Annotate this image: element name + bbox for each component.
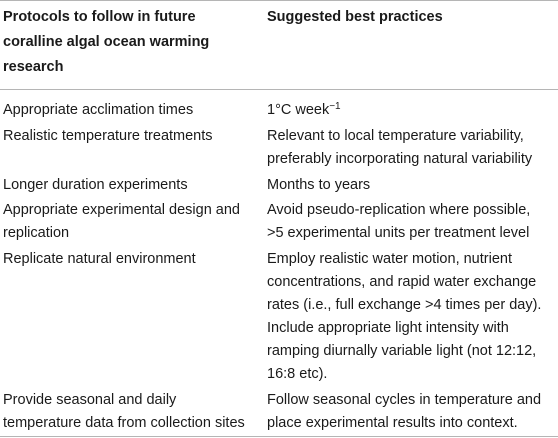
row-4-protocol-line-1: Appropriate experimental design and xyxy=(3,202,240,218)
table-top-rule xyxy=(0,0,558,1)
row-6-practice-line-1: Follow seasonal cycles in temperature and xyxy=(267,392,542,408)
row-5-practice-line-5: ramping diurnally variable light (not 12:12, xyxy=(267,343,537,359)
header-protocols-line-1: Protocols to follow in future xyxy=(3,9,196,25)
table-bottom-rule xyxy=(0,436,558,437)
row-5-practice-line-3: rates (i.e., full exchange >4 times per day). xyxy=(267,297,542,313)
row-2-practice-line-1: Relevant to local temperature variability, xyxy=(267,128,524,144)
row-5-practice-line-6: 16:8 etc). xyxy=(267,366,328,382)
row-2-protocol: Realistic temperature treatments xyxy=(3,128,213,144)
row-2-practice-line-2: preferably incorporating natural variability xyxy=(267,151,533,167)
row-3-protocol: Longer duration experiments xyxy=(3,177,188,193)
header-best-practices: Suggested best practices xyxy=(267,9,443,25)
row-3-practice: Months to years xyxy=(267,177,371,193)
unit-exponent: −1 xyxy=(329,101,341,112)
row-4-practice-line-2: >5 experimental units per treatment level xyxy=(267,225,530,241)
row-6-practice-line-2: place experimental results into context. xyxy=(267,415,518,431)
header-protocols-line-3: research xyxy=(3,59,64,75)
row-4-practice-line-1: Avoid pseudo-replication where possible, xyxy=(267,202,531,218)
row-4-protocol-line-2: replication xyxy=(3,225,70,241)
row-1-protocol: Appropriate acclimation times xyxy=(3,102,194,118)
row-5-practice-line-2: concentrations, and rapid water exchange xyxy=(267,274,537,290)
row-1-practice: 1°C week$^{-1}$ xyxy=(267,101,341,118)
row-6-protocol-line-2: temperature data from collection sites xyxy=(3,415,245,431)
row-6-protocol-line-1: Provide seasonal and daily xyxy=(3,392,177,408)
row-5-protocol: Replicate natural environment xyxy=(3,251,196,267)
row-5-practice-line-1: Employ realistic water motion, nutrient xyxy=(267,251,512,267)
header-protocols-line-2: coralline algal ocean warming xyxy=(3,34,210,50)
header-separator-rule xyxy=(0,89,558,90)
row-5-practice-line-4: Include appropriate light intensity with xyxy=(267,320,509,336)
